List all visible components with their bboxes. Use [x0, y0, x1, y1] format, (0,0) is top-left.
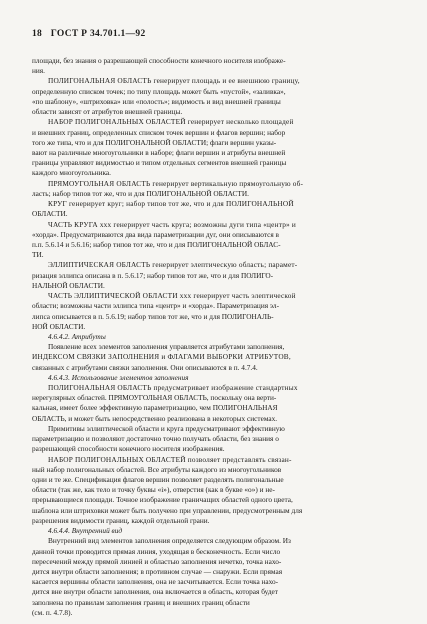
text-line: границы управляют видимостью и типом отдельных сегментов внешней границы [32, 158, 287, 168]
text-line: области (так же, как тело и точку буквы «i»), отверстия (как в букве «о») и не- [32, 485, 275, 495]
text-line: области зависят от атрибутов внешней границы. [32, 107, 183, 117]
text-line: ПРЯМОУГОЛЬНАЯ ОБЛАСТЬ генерирует вертикальную прямоугольную об- [48, 178, 304, 188]
text-line: прерывающиеся площади. Точное изображение граничащих областей одного цвета, [32, 495, 293, 505]
text-line: (см. п. 4.7.8). [32, 607, 73, 617]
text-line: ния. [32, 66, 45, 76]
text-line: кальная, имеет более эффективную параметризацию, чем ПОЛИГОНАЛЬНАЯ [32, 403, 278, 413]
text-line: вают на различные многоугольники в наборе; флаги вершин и атрибуты внешней [32, 148, 286, 157]
text-line: ЧАСТЬ КРУГА ххх генерирует часть круга; возможны дуги типа «центр» и [48, 219, 297, 229]
text-line: Появление всех элементов заполнения управляется атрибутами заполнения, [48, 342, 285, 352]
text-line: НАЛЬНОЙ ОБЛАСТИ. [32, 280, 105, 290]
text-line: НОЙ ОБЛАСТИ. [32, 321, 86, 331]
text-line: ризация эллипса описана в п. 5.6.17; набор типов тот же, что и для ПОЛИГО- [32, 270, 274, 280]
text-line: КРУГ генерирует круг; набор типов тот же, что и для ПОЛИГОНАЛЬНОЙ [48, 199, 294, 209]
text-line: «по шаблону», «штриховка» или «полость»; видимость и вид внешней границы [32, 96, 281, 106]
text-line: шаблона или штриховки может быть получено при управлении, предусмотренным для [32, 505, 303, 515]
text-line: и внешних границ, определенных списком точек вершин и флагов вершин; набор [32, 127, 286, 137]
text-line: НАБОР ПОЛИГОНАЛЬНЫХ ОБЛАСТЕЙ позволяет представлять связан- [48, 454, 292, 464]
text-line: параметризацию и позволяют достаточно точно получать области, без знания о [32, 434, 279, 444]
text-line: НАБОР ПОЛИГОНАЛЬНЫХ ОБЛАСТЕЙ генерирует несколько площадей [48, 117, 294, 127]
text-line: области; возможны части эллипса типа «центр» и «хорда». Параметризация эл- [32, 301, 279, 311]
standard-designation: ГОСТ Р 34.701.1—92 [50, 29, 146, 39]
text-line: ласть; набор типов тот же, что и для ПОЛИГОНАЛЬНОЙ ОБЛАСТИ. [32, 188, 249, 198]
text-line: «хорда». Предусматриваются два вида параметризации дуг, они описываются в [32, 229, 279, 239]
text-line: связанных с атрибутами связки заполнения. Они описываются в п. 4.7.4. [32, 362, 258, 372]
text-line: ТИ. [32, 250, 44, 260]
text-line: разрешающей способности конечного носителя изображения. [32, 444, 225, 454]
text-line: ОБЛАСТИ. [32, 209, 68, 219]
text-line: ПОЛИГОНАЛЬНАЯ ОБЛАСТЬ генерирует площадь и ее внешнюю границу, [48, 76, 300, 86]
text-line: п.п. 5.6.14 и 5.6.16; набор типов тот же, что и для ПОЛИГОНАЛЬНОЙ ОБЛАС- [32, 239, 281, 249]
text-line: каждого многоугольника. [32, 168, 112, 178]
section-heading: 4.6.4.2. Атрибуты [48, 331, 106, 341]
text-line: пересечений между прямой линией и областью заполнения нечетко, точка нахо- [32, 556, 282, 566]
text-line: ЭЛЛИПТИЧЕСКАЯ ОБЛАСТЬ генерирует элептическую область; парамет- [48, 260, 298, 270]
text-line: площади, без знания о разрешающей способности конечного носителя изображе- [32, 56, 286, 65]
text-line: ный набор полигональных областей. Все атрибуты каждого из многоугольников [32, 464, 282, 474]
text-line: ПОЛИГОНАЛЬНАЯ ОБЛАСТЬ предусматривает изображение стандартных [48, 383, 298, 392]
text-line: ОБЛАСТЬ, и может быть непосредственно реализована в некоторых системах. [32, 413, 278, 423]
text-line: ИНДЕКСОМ СВЯЗКИ ЗАПОЛНЕНИЯ и ФЛАГАМИ ВЫБОРКИ АТРИБУТОВ, [32, 352, 291, 362]
section-heading: 4.6.4.4. Внутренний вид [48, 526, 123, 535]
text-line: дится вне внутри области заполнения, она включается в область, которая будет [32, 587, 278, 597]
text-line: липса описывается в п. 5.6.19; набор типов тот же, что и для ПОЛИГОНАЛЬ- [32, 311, 274, 321]
text-line: Примитивы эллиптической области и круга предусматривают эффективную [48, 423, 285, 433]
text-line: того же типа, что и для ПОЛИГОНАЛЬНОЙ ОБЛАСТИ; флаги вершин указы- [32, 137, 277, 147]
text-line: ЧАСТЬ ЭЛЛИПТИЧЕСКОЙ ОБЛАСТИ ххх генерирует часть элептической [48, 291, 296, 300]
text-line: определенную списком точек; по типу площадь может быть «пустой», «заливка», [32, 86, 286, 96]
text-line: разрешения видимости границ, каждой отдельной грани. [32, 515, 210, 525]
text-line: одни и те же. Спецификация флагов вершин позволяет разделять полигональные [32, 474, 284, 484]
text-line: нерегулярных областей. ПРЯМОУГОЛЬНАЯ ОБЛАСТЬ, поскольку она верти- [32, 393, 277, 403]
page-number: 18 [32, 29, 43, 39]
text-line: дится внутри области заполнения; в противном случае — снаружи. Если прямая [32, 566, 283, 576]
text-line: касается вершины области заполнения, она не засчитывается. Если точка нахо- [32, 577, 279, 587]
text-line: Внутренний вид элементов заполнения определяется следующим образом. Из [48, 536, 291, 546]
text-line: данной точки проводится прямая линия, уходящая в бесконечность. Если число [32, 546, 281, 556]
section-heading: 4.6.4.3. Использование элементов заполнения [48, 372, 189, 382]
text-line: заполнена по правилам заполнения границ и внешних границ области [32, 597, 250, 607]
